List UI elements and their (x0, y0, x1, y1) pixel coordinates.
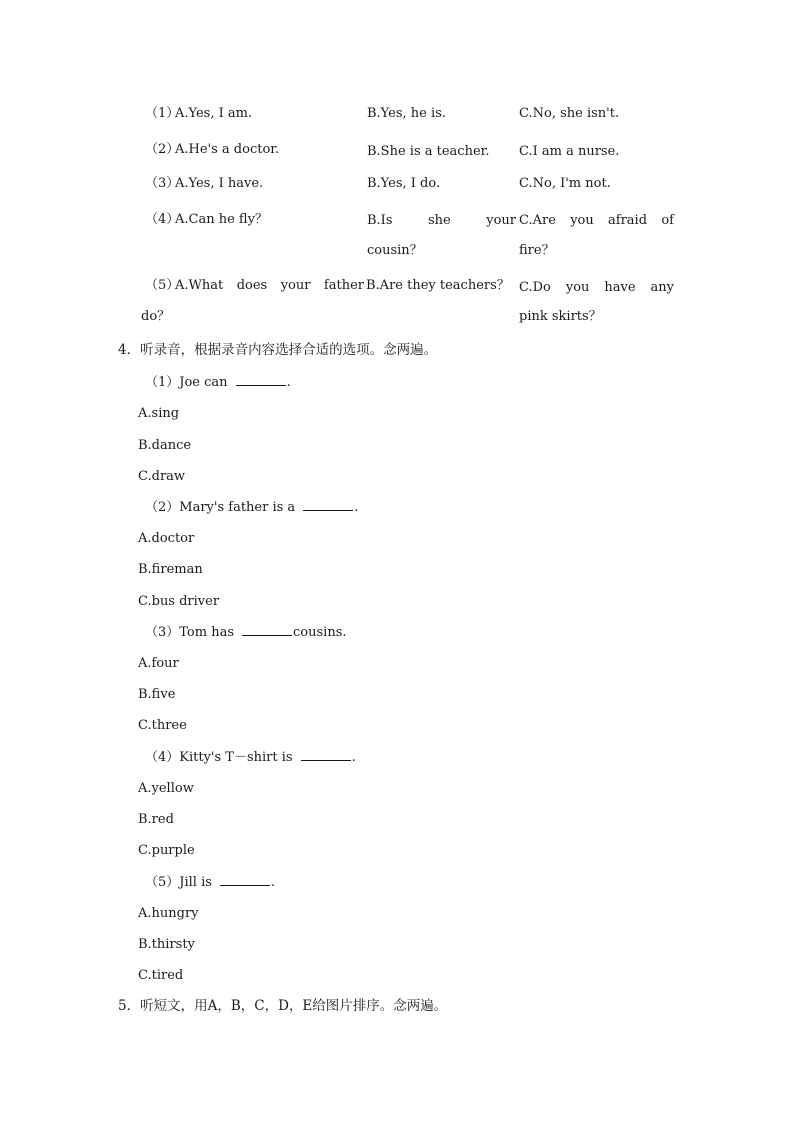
q3-option-c (519, 280, 674, 296)
answer-blank (220, 873, 270, 886)
q3-row-number: （2） (145, 142, 180, 157)
q4-prompt (145, 623, 347, 641)
q3-option-c: C.I am a nurse. (519, 144, 620, 159)
word: father (323, 278, 364, 293)
q3-option-c-continued: pink skirts？ (519, 309, 602, 324)
q3-option-c: C.No, I'm not. (519, 176, 611, 191)
prompt-end: cousins. (293, 625, 347, 640)
word: she (427, 213, 451, 228)
q3-option-b: B.Are they teachers？ (366, 278, 510, 293)
word: B.Is (367, 213, 393, 228)
prompt-text: （2）Mary's father is a (145, 500, 296, 515)
answer-blank (236, 373, 286, 386)
q4-option: A.four (138, 656, 179, 671)
q3-option-a: A.Yes, I have. (175, 176, 264, 191)
q3-option-b-continued: cousin？ (367, 243, 423, 258)
q4-option: A.sing (138, 406, 180, 421)
q3-option-c (519, 213, 674, 229)
q4-option: C.three (138, 718, 187, 733)
q4-option: B.red (138, 812, 174, 827)
prompt-text: （5）Jill is (145, 875, 212, 890)
q4-option: B.fireman (138, 562, 203, 577)
q4-prompt (145, 873, 275, 891)
q4-option: C.tired (138, 968, 184, 983)
q4-option: C.purple (138, 843, 195, 858)
q4-option: C.bus driver (138, 594, 220, 609)
q3-option-a: A.Yes, I am. (175, 106, 253, 121)
word: afraid (608, 213, 648, 228)
q3-row-number: （3） (145, 176, 180, 191)
q3-row-number: （5） (145, 278, 180, 293)
word: of (661, 213, 674, 228)
word: A.What (175, 278, 224, 293)
q3-option-b: B.She is a teacher. (367, 144, 490, 159)
q4-prompt (145, 373, 291, 391)
q3-option-b (367, 213, 516, 229)
q3-row-number: （1） (145, 106, 180, 121)
word: have (604, 280, 636, 295)
q3-option-a: A.Can he fly？ (175, 212, 268, 227)
q3-row-number: （4） (145, 212, 180, 227)
q3-option-a-continued: do？ (141, 309, 171, 324)
answer-blank (242, 623, 292, 636)
word: your (280, 278, 311, 293)
prompt-text: （3）Tom has (145, 625, 235, 640)
q3-option-b: B.Yes, I do. (367, 176, 441, 191)
prompt-end: . (286, 375, 291, 390)
q4-prompt (145, 498, 358, 516)
q4-option: B.thirsty (138, 937, 195, 952)
q4-option: B.dance (138, 438, 192, 453)
q4-option: A.yellow (138, 781, 194, 796)
q4-option: A.hungry (138, 906, 199, 921)
q4-option: B.five (138, 687, 176, 702)
prompt-end: . (354, 500, 359, 515)
q3-option-c-continued: fire？ (519, 243, 555, 258)
word: any (650, 280, 674, 295)
word: does (236, 278, 268, 293)
prompt-text: （1）Joe can (145, 375, 228, 390)
q4-option: A.doctor (138, 531, 195, 546)
prompt-end: . (270, 875, 276, 890)
q3-option-c: C.No, she isn't. (519, 106, 620, 121)
word: you (565, 280, 590, 295)
word: C.Are (519, 213, 556, 228)
q3-option-b: B.Yes, he is. (367, 106, 446, 121)
q4-heading: 4．听录音，根据录音内容选择合适的选项。念两遍。 (118, 342, 438, 358)
q4-prompt (145, 748, 356, 766)
prompt-text: （4）Kitty's T－shirt is (145, 750, 293, 765)
answer-blank (301, 748, 351, 761)
word: you (570, 213, 594, 228)
q4-option: C.draw (138, 469, 186, 484)
word: C.Do (519, 280, 551, 295)
q5-heading: 5．听短文，用A，B，C，D，E给图片排序。念两遍。 (118, 998, 448, 1014)
q3-option-a: A.He's a doctor. (175, 142, 280, 157)
prompt-end: . (351, 750, 356, 765)
q3-option-a (175, 278, 364, 294)
answer-blank (303, 498, 353, 511)
word: your (486, 213, 516, 228)
